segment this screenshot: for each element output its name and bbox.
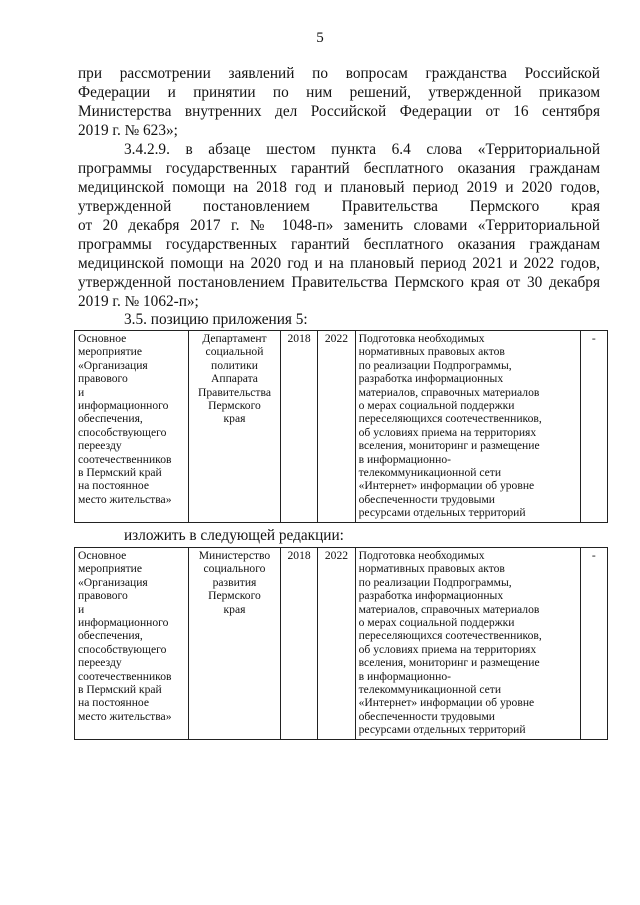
- dash-cell: -: [580, 331, 607, 523]
- cell-text-line: обеспеченности трудовыми: [358, 492, 495, 506]
- cell-text-line: в Пермский край: [78, 466, 162, 480]
- cell-text-line: и: [78, 385, 85, 399]
- para-line: Федерации и принятии по ним решений, утвержденной приказом: [78, 84, 600, 101]
- cell-text-line: нормативных правовых актов: [358, 562, 505, 576]
- activity-name-cell: [75, 331, 189, 523]
- activity-name-cell: [75, 548, 189, 740]
- cell-text-line: мероприятие: [78, 345, 143, 359]
- cell-text-line: в Пермский край: [78, 683, 162, 697]
- cell-text-line: способствующего: [78, 425, 167, 439]
- cell-text-line: на постоянное: [78, 479, 150, 493]
- cell-text-line: переселяющихся соотечественников,: [358, 629, 542, 643]
- cell-text-line: обеспечения,: [78, 629, 143, 643]
- cell-text-line: Аппарата: [211, 372, 258, 386]
- cell-text-line: по реализации Подпрограммы,: [358, 575, 512, 589]
- cell-text-line: социального: [203, 562, 266, 576]
- cell-text-line: разработка информационных: [358, 589, 504, 603]
- cell-text-line: о мерах социальной поддержки: [358, 399, 515, 413]
- cell-text-line: Министерство: [198, 549, 271, 562]
- position-table-original: [74, 330, 608, 523]
- cell-text-line: Пермского: [208, 399, 261, 413]
- cell-text-line: Правительства: [198, 385, 271, 399]
- cell-text-line: «Интернет» информации об уровне: [358, 696, 535, 710]
- para-line: утвержденной постановлением Правительства Пермского края: [78, 198, 600, 215]
- executor-cell: [189, 331, 281, 523]
- position-table-new: [74, 547, 608, 740]
- cell-text-line: политики: [211, 358, 258, 372]
- cell-text-line: на постоянное: [78, 696, 150, 710]
- cell-text-line: края: [223, 602, 246, 616]
- para-line: программы государственных гарантий бесплатного оказания гражданам: [78, 160, 600, 177]
- cell-text-line: мероприятие: [78, 562, 143, 576]
- start-year-cell: 2018: [280, 548, 317, 740]
- cell-text-line: переезду: [78, 439, 122, 453]
- cell-text-line: переселяющихся соотечественников,: [358, 412, 542, 426]
- table-row: [75, 548, 608, 740]
- para-line: медицинской помощи на 2020 год и на плановый период 2021 и 2022 годов,: [78, 255, 600, 272]
- cell-text-line: информационного: [78, 616, 169, 630]
- cell-text-line: социальной: [205, 345, 264, 359]
- cell-text-line: материалов, справочных материалов: [358, 602, 540, 616]
- result-cell: [355, 548, 580, 740]
- dash-cell: -: [580, 548, 607, 740]
- para-line: программы государственных гарантий бесплатного оказания гражданам: [78, 236, 600, 253]
- cell-text-line: Основное: [78, 549, 127, 562]
- para-line: Министерства внутренних дел Российской Федерации от 16 сентября: [78, 103, 600, 120]
- page-number: 5: [316, 30, 324, 46]
- cell-text-line: ресурсами отдельных территорий: [358, 723, 526, 737]
- para-line: медицинской помощи на 2018 год и плановый период 2019 и 2020 годов,: [78, 179, 600, 196]
- cell-text-line: соотечественников: [78, 452, 172, 466]
- cell-text-line: вселения, мониторинг и размещение: [358, 656, 540, 670]
- cell-text-line: место жительства»: [78, 709, 172, 723]
- cell-text-line: Департамент: [202, 332, 267, 345]
- result-cell: [355, 331, 580, 523]
- cell-text-line: Основное: [78, 332, 127, 345]
- para-line: 2019 г. № 1062-п»;: [78, 293, 199, 310]
- cell-text-line: края: [223, 412, 246, 426]
- cell-text-line: переезду: [78, 656, 122, 670]
- cell-text-line: Подготовка необходимых: [358, 332, 485, 345]
- cell-text-line: в информационно-: [358, 452, 451, 466]
- cell-text-line: правового: [78, 589, 128, 603]
- cell-text-line: о мерах социальной поддержки: [358, 616, 515, 630]
- cell-text-line: правового: [78, 372, 128, 386]
- cell-text-line: Подготовка необходимых: [358, 549, 485, 562]
- paragraph-2: [78, 140, 600, 311]
- cell-text-line: «Организация: [78, 575, 148, 589]
- cell-text-line: в информационно-: [358, 669, 451, 683]
- end-year-cell: 2022: [318, 548, 355, 740]
- cell-text-line: «Интернет» информации об уровне: [358, 479, 535, 493]
- cell-text-line: и: [78, 602, 85, 616]
- paragraph-3: 3.5. позицию приложения 5:: [124, 311, 308, 328]
- para-line: 2019 г. № 623»;: [78, 122, 178, 139]
- para-line: утвержденной постановлением Правительства Пермского края от 30 декабря: [78, 274, 600, 291]
- start-year-cell: 2018: [280, 331, 317, 523]
- para-line: при рассмотрении заявлений по вопросам гражданства Российской: [78, 65, 600, 82]
- cell-text-line: по реализации Подпрограммы,: [358, 358, 512, 372]
- cell-text-line: обеспечения,: [78, 412, 143, 426]
- table-row: [75, 331, 608, 523]
- cell-text-line: Пермского: [208, 589, 261, 603]
- cell-text-line: место жительства»: [78, 492, 172, 506]
- cell-text-line: телекоммуникационной сети: [358, 466, 502, 480]
- end-year-cell: 2022: [318, 331, 355, 523]
- para-line: от 20 декабря 2017 г. № 1048-п» заменить словами «Территориальной: [78, 217, 600, 234]
- cell-text-line: информационного: [78, 399, 169, 413]
- cell-text-line: разработка информационных: [358, 372, 504, 386]
- cell-text-line: «Организация: [78, 358, 148, 372]
- paragraph-1: [78, 64, 600, 140]
- cell-text-line: ресурсами отдельных территорий: [358, 506, 526, 520]
- cell-text-line: об условиях приема на территориях: [358, 642, 537, 656]
- cell-text-line: соотечественников: [78, 669, 172, 683]
- para-line: 3.4.2.9. в абзаце шестом пункта 6.4 слова «Территориальной: [124, 141, 600, 158]
- paragraph-4: изложить в следующей редакции:: [124, 527, 344, 544]
- cell-text-line: телекоммуникационной сети: [358, 683, 502, 697]
- executor-cell: [189, 548, 281, 740]
- cell-text-line: обеспеченности трудовыми: [358, 709, 495, 723]
- cell-text-line: развития: [212, 575, 257, 589]
- cell-text-line: об условиях приема на территориях: [358, 425, 537, 439]
- cell-text-line: нормативных правовых актов: [358, 345, 505, 359]
- cell-text-line: способствующего: [78, 642, 167, 656]
- cell-text-line: материалов, справочных материалов: [358, 385, 540, 399]
- cell-text-line: вселения, мониторинг и размещение: [358, 439, 540, 453]
